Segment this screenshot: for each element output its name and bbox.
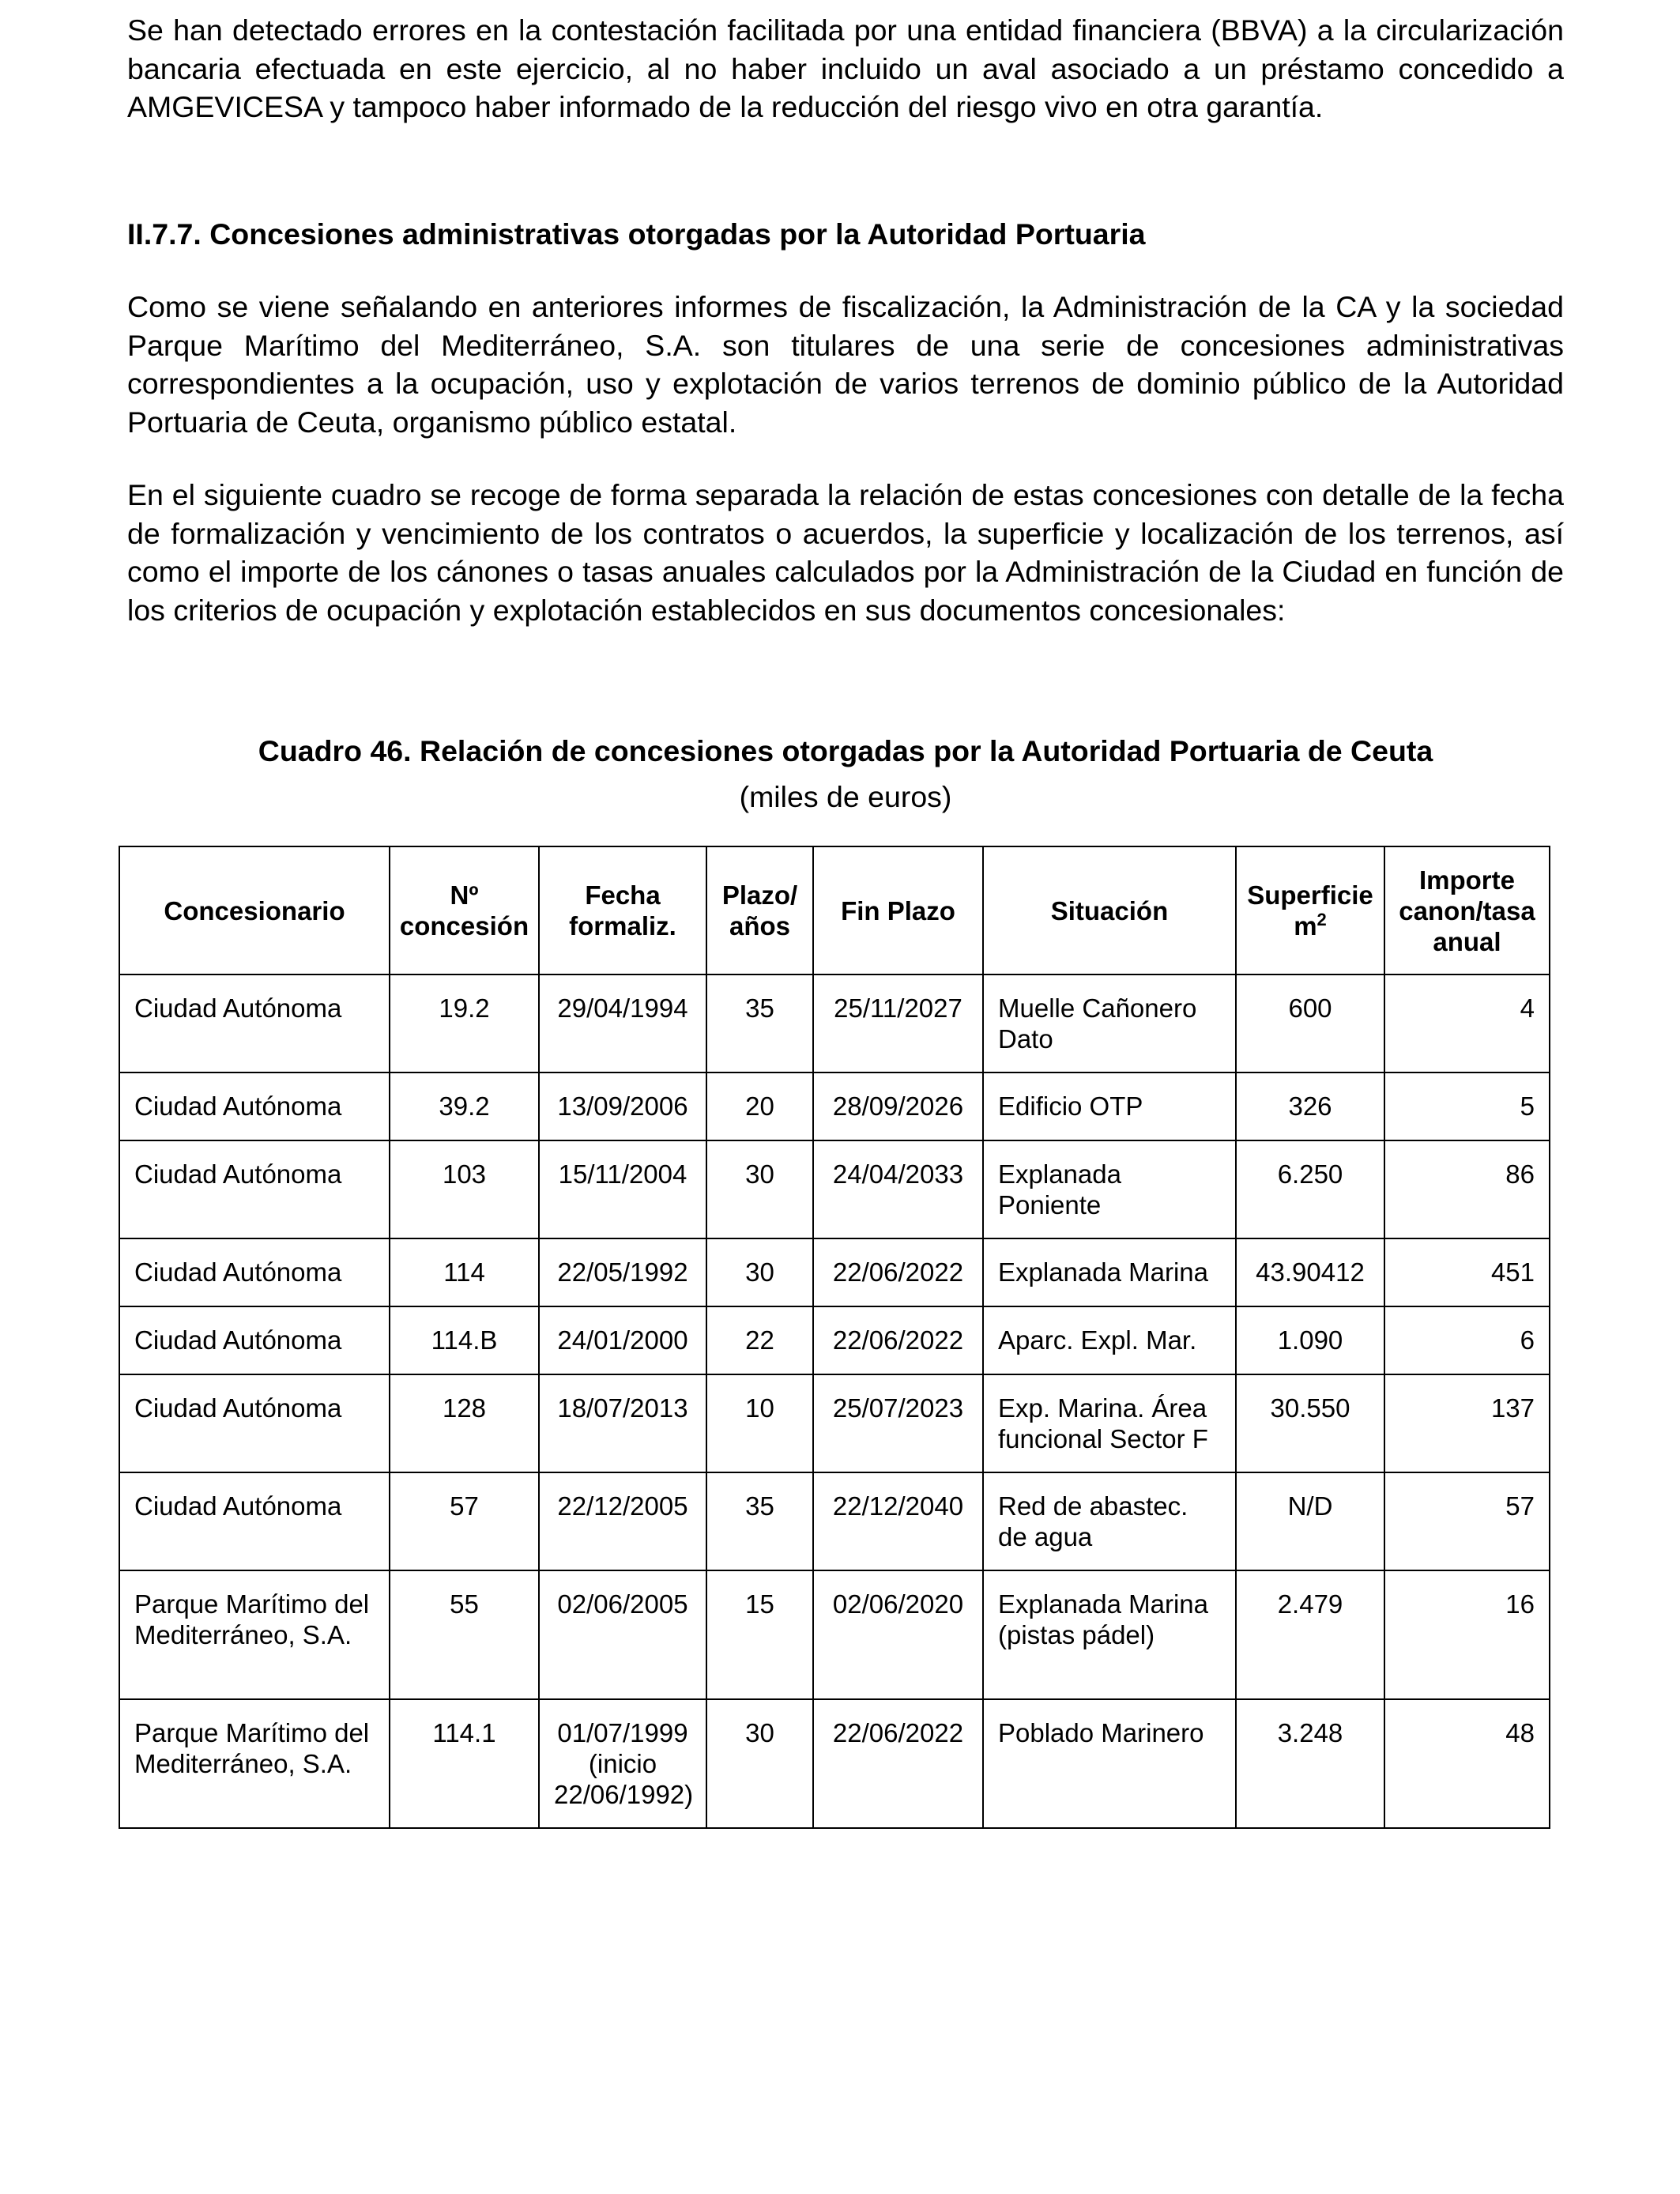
cell-superficie: N/D	[1236, 1472, 1384, 1570]
cell-importe: 5	[1384, 1072, 1550, 1140]
cell-superficie: 326	[1236, 1072, 1384, 1140]
cell-situacion: Explanada Marina (pistas pádel)	[983, 1570, 1236, 1699]
cell-situacion: Muelle Cañonero Dato	[983, 974, 1236, 1072]
cell-fecha: 18/07/2013	[539, 1374, 706, 1472]
cell-importe: 4	[1384, 974, 1550, 1072]
cell-concesionario: Ciudad Autónoma	[119, 1140, 390, 1238]
cell-superficie: 2.479	[1236, 1570, 1384, 1699]
cell-fecha: 01/07/1999 (inicio 22/06/1992)	[539, 1699, 706, 1828]
cell-fin: 22/12/2040	[813, 1472, 983, 1570]
paragraph-table-intro: En el siguiente cuadro se recoge de forma separada la relación de estas concesiones con detalle de la fecha de formalización y vencimiento de los contratos o acuerdos, la superficie y localización de los terrenos, así como el importe de los cánones o tasas anuales calculados por la Administración de la Ciudad en función de los criterios de ocupación y explotación establecidos en sus documentos concesionales:	[127, 478, 1564, 627]
cell-plazo: 22	[706, 1306, 813, 1374]
cell-numero: 114.1	[390, 1699, 539, 1828]
cell-concesionario: Ciudad Autónoma	[119, 1306, 390, 1374]
cell-fin: 25/11/2027	[813, 974, 983, 1072]
cell-situacion: Explanada Marina	[983, 1238, 1236, 1306]
cell-fin: 22/06/2022	[813, 1306, 983, 1374]
header-numero: Nº concesión	[390, 846, 539, 974]
cell-numero: 128	[390, 1374, 539, 1472]
cell-numero: 55	[390, 1570, 539, 1699]
cell-numero: 57	[390, 1472, 539, 1570]
cell-numero: 19.2	[390, 974, 539, 1072]
table-row	[119, 1072, 1550, 1140]
cell-importe: 16	[1384, 1570, 1550, 1699]
header-fin: Fin Plazo	[813, 846, 983, 974]
cell-superficie: 30.550	[1236, 1374, 1384, 1472]
cell-numero: 114	[390, 1238, 539, 1306]
header-superficie	[1236, 846, 1384, 974]
paragraph-bbva-errors: Se han detectado errores en la contestación facilitada por una entidad financiera (BBVA) a la circularización bancaria efectuada en este ejercicio, al no haber incluido un aval asociado a un préstamo concedido a AMGEVICESA y tampoco haber informado de la reducción del riesgo vivo en otra garantía.	[127, 13, 1564, 123]
cell-plazo: 30	[706, 1699, 813, 1828]
cell-importe: 86	[1384, 1140, 1550, 1238]
cell-situacion: Edificio OTP	[983, 1072, 1236, 1140]
header-plazo: Plazo/ años	[706, 846, 813, 974]
cell-plazo: 20	[706, 1072, 813, 1140]
cell-fecha: 13/09/2006	[539, 1072, 706, 1140]
paragraph-concessions-intro: Como se viene señalando en anteriores informes de fiscalización, la Administración de la CA y la sociedad Parque Marítimo del Mediterráneo, S.A. son titulares de una serie de concesiones administrativas correspondientes a la ocupación, uso y explotación de varios terrenos de dominio público de la Autoridad Portuaria de Ceuta, organismo público estatal.	[127, 290, 1564, 439]
cell-fecha: 22/12/2005	[539, 1472, 706, 1570]
table-row	[119, 974, 1550, 1072]
cell-concesionario: Ciudad Autónoma	[119, 1072, 390, 1140]
cell-importe: 57	[1384, 1472, 1550, 1570]
cell-plazo: 35	[706, 974, 813, 1072]
header-superficie-exponent: 2	[1317, 910, 1327, 929]
cell-superficie: 6.250	[1236, 1140, 1384, 1238]
cell-fecha: 15/11/2004	[539, 1140, 706, 1238]
cell-plazo: 30	[706, 1238, 813, 1306]
cell-numero: 103	[390, 1140, 539, 1238]
cell-fin: 22/06/2022	[813, 1238, 983, 1306]
cell-plazo: 10	[706, 1374, 813, 1472]
cell-concesionario: Ciudad Autónoma	[119, 1238, 390, 1306]
cell-plazo: 30	[706, 1140, 813, 1238]
header-situacion: Situación	[983, 846, 1236, 974]
section-heading: II.7.7. Concesiones administrativas otorgadas por la Autoridad Portuaria	[127, 217, 1146, 251]
cell-fecha: 29/04/1994	[539, 974, 706, 1072]
cell-fecha: 24/01/2000	[539, 1306, 706, 1374]
cell-numero: 39.2	[390, 1072, 539, 1140]
cell-concesionario: Ciudad Autónoma	[119, 974, 390, 1072]
header-concesionario: Concesionario	[119, 846, 390, 974]
cell-numero: 114.B	[390, 1306, 539, 1374]
cell-superficie: 3.248	[1236, 1699, 1384, 1828]
cell-situacion: Red de abastec. de agua	[983, 1472, 1236, 1570]
header-importe: Importe canon/tasa anual	[1384, 846, 1550, 974]
cell-fin: 02/06/2020	[813, 1570, 983, 1699]
cell-concesionario: Ciudad Autónoma	[119, 1374, 390, 1472]
cell-importe: 6	[1384, 1306, 1550, 1374]
header-fecha: Fecha formaliz.	[539, 846, 706, 974]
table-row	[119, 1472, 1550, 1570]
table-row	[119, 1374, 1550, 1472]
cell-fecha: 22/05/1992	[539, 1238, 706, 1306]
cell-situacion: Exp. Marina. Área funcional Sector F	[983, 1374, 1236, 1472]
cell-superficie: 600	[1236, 974, 1384, 1072]
table-row	[119, 1699, 1550, 1828]
cell-fin: 28/09/2026	[813, 1072, 983, 1140]
header-superficie-label: Superficie m	[1247, 880, 1373, 941]
cell-importe: 48	[1384, 1699, 1550, 1828]
cell-importe: 451	[1384, 1238, 1550, 1306]
cell-superficie: 43.90412	[1236, 1238, 1384, 1306]
cell-fecha: 02/06/2005	[539, 1570, 706, 1699]
table-row	[119, 1570, 1550, 1699]
table-header-row	[119, 846, 1550, 974]
table-row	[119, 1140, 1550, 1238]
cell-superficie: 1.090	[1236, 1306, 1384, 1374]
table-row	[119, 1306, 1550, 1374]
cell-fin: 24/04/2033	[813, 1140, 983, 1238]
table-row	[119, 1238, 1550, 1306]
table-caption-title: Cuadro 46. Relación de concesiones otorgadas por la Autoridad Portuaria de Ceuta	[258, 734, 1433, 767]
cell-concesionario: Ciudad Autónoma	[119, 1472, 390, 1570]
cell-situacion: Explanada Poniente	[983, 1140, 1236, 1238]
cell-concesionario: Parque Marítimo del Mediterráneo, S.A.	[119, 1570, 390, 1699]
cell-fin: 25/07/2023	[813, 1374, 983, 1472]
cell-situacion: Aparc. Expl. Mar.	[983, 1306, 1236, 1374]
cell-fin: 22/06/2022	[813, 1699, 983, 1828]
concessions-table	[119, 846, 1550, 1829]
cell-plazo: 15	[706, 1570, 813, 1699]
cell-situacion: Poblado Marinero	[983, 1699, 1236, 1828]
cell-concesionario: Parque Marítimo del Mediterráneo, S.A.	[119, 1699, 390, 1828]
table-caption-subtitle: (miles de euros)	[739, 780, 952, 813]
cell-plazo: 35	[706, 1472, 813, 1570]
cell-importe: 137	[1384, 1374, 1550, 1472]
